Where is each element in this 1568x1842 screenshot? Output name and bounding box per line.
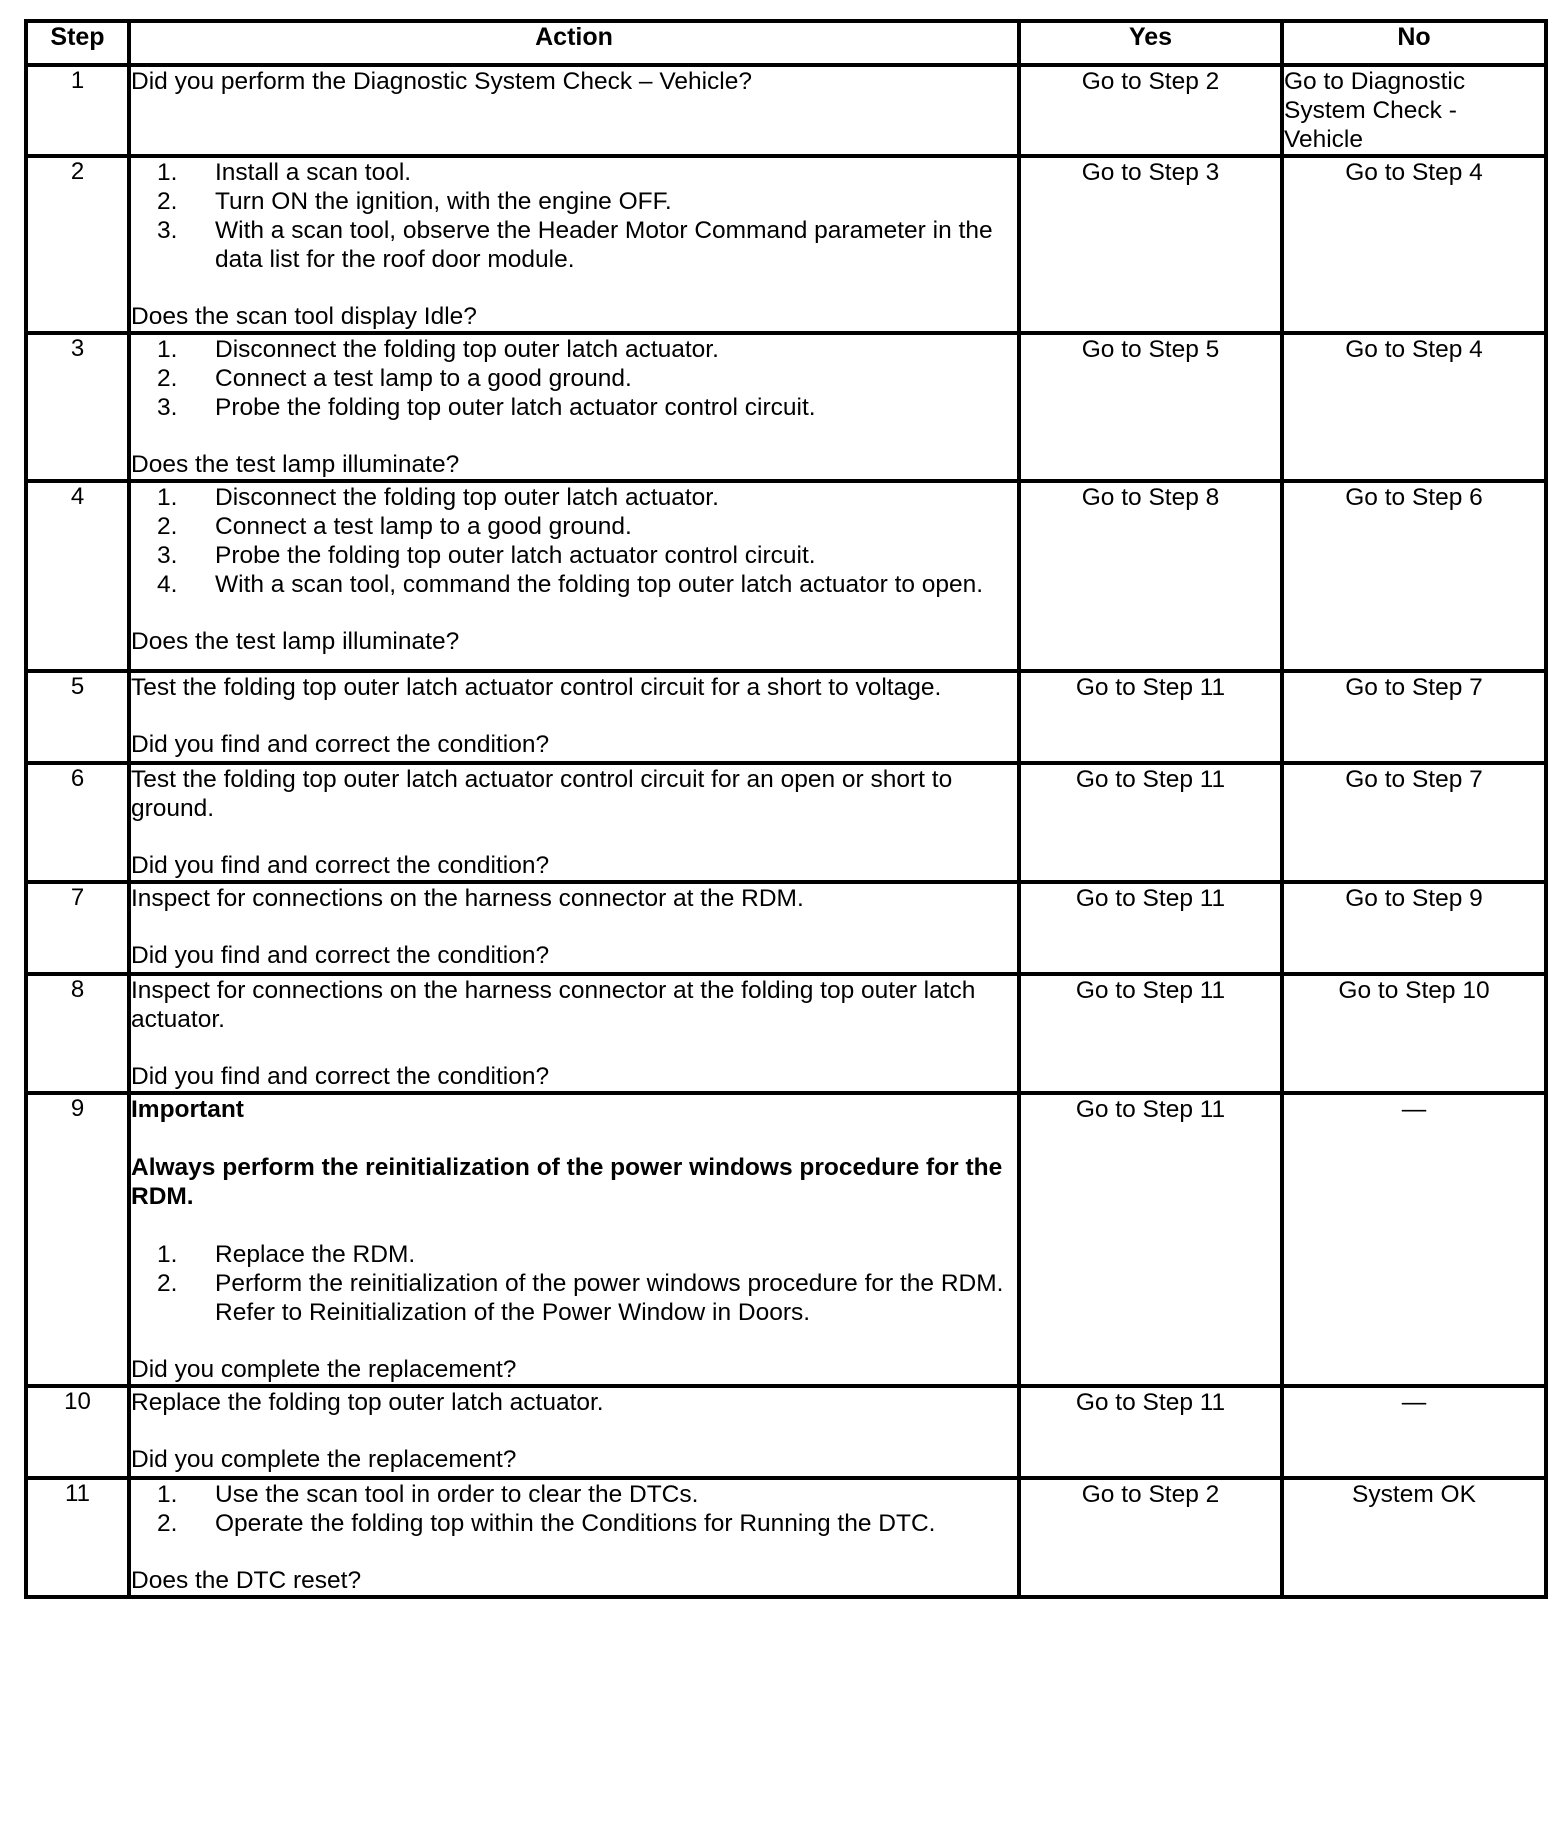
no-result: — [1282,1093,1546,1386]
yes-result: Go to Step 2 [1019,1478,1282,1597]
list-item: 1. Use the scan tool in order to clear the DTCs. [157,1481,699,1508]
table-row [26,156,1546,333]
action-question: Does the test lamp illuminate? [131,628,460,655]
step-number: 7 [26,882,129,974]
table-row [26,671,1546,763]
action-cell [129,763,1019,882]
list-item: 1. Replace the RDM. [157,1241,416,1268]
action-cell [129,974,1019,1093]
list-item: 3. With a scan tool, observe the Header Motor Command parameter in the data list for the roof door module. [157,217,993,273]
no-result: Go to Step 9 [1282,882,1546,974]
header-step: Step [26,21,129,65]
important-text: Always perform the reinitialization of the power windows procedure for the RDM. [131,1154,1003,1210]
action-intro: Inspect for connections on the harness connector at the RDM. [131,885,804,912]
step-number: 8 [26,974,129,1093]
action-question: Did you find and correct the condition? [131,731,550,758]
action-intro: Replace the folding top outer latch actuator. [131,1389,604,1416]
procedure-list [131,1480,1017,1538]
list-item: 2. Connect a test lamp to a good ground. [157,365,632,392]
step-number: 5 [26,671,129,763]
list-item: 1. Install a scan tool. [157,159,412,186]
procedure-list [131,1240,1017,1327]
list-item: 4. With a scan tool, command the folding top outer latch actuator to open. [157,571,984,598]
header-yes: Yes [1019,21,1282,65]
action-question: Did you find and correct the condition? [131,852,550,879]
table-row [26,763,1546,882]
no-result: Go to Diagnostic System Check - Vehicle [1282,65,1546,156]
step-number: 9 [26,1093,129,1386]
table-row [26,333,1546,481]
action-question: Does the DTC reset? [131,1567,362,1594]
table-row [26,481,1546,671]
action-cell [129,1093,1019,1386]
step-number: 2 [26,156,129,333]
no-result: Go to Step 6 [1282,481,1546,671]
action-question: Does the test lamp illuminate? [131,451,460,478]
action-question: Did you find and correct the condition? [131,942,550,969]
action-question: Did you find and correct the condition? [131,1063,550,1090]
no-result: Go to Step 7 [1282,671,1546,763]
action-cell [129,65,1019,156]
no-result: System OK [1282,1478,1546,1597]
action-cell [129,671,1019,763]
action-cell [129,1478,1019,1597]
step-number: 3 [26,333,129,481]
procedure-list [131,335,1017,422]
action-cell [129,1386,1019,1478]
no-result: — [1282,1386,1546,1478]
procedure-list [131,158,1017,274]
table-row [26,1478,1546,1597]
list-item: 2. Turn ON the ignition, with the engine OFF. [157,188,672,215]
step-number: 10 [26,1386,129,1478]
list-item: 3. Probe the folding top outer latch actuator control circuit. [157,542,816,569]
list-item: 2. Connect a test lamp to a good ground. [157,513,632,540]
step-number: 6 [26,763,129,882]
header-action: Action [129,21,1019,65]
table-row [26,1093,1546,1386]
no-result: Go to Step 4 [1282,156,1546,333]
procedure-list [131,483,1017,599]
diagnostic-table [24,19,1548,1599]
action-cell [129,333,1019,481]
action-cell [129,156,1019,333]
action-question: Did you complete the replacement? [131,1446,517,1473]
step-number: 4 [26,481,129,671]
action-intro: Did you perform the Diagnostic System Check – Vehicle? [131,68,752,95]
action-question: Does the scan tool display Idle? [131,303,477,330]
table-row [26,882,1546,974]
no-result: Go to Step 7 [1282,763,1546,882]
yes-result: Go to Step 2 [1019,65,1282,156]
yes-result: Go to Step 11 [1019,882,1282,974]
header-row [26,21,1546,65]
table-row [26,1386,1546,1478]
yes-result: Go to Step 11 [1019,1386,1282,1478]
no-result: Go to Step 4 [1282,333,1546,481]
yes-result: Go to Step 11 [1019,763,1282,882]
yes-result: Go to Step 11 [1019,974,1282,1093]
yes-result: Go to Step 8 [1019,481,1282,671]
list-item: 2. Operate the folding top within the Conditions for Running the DTC. [157,1510,936,1537]
action-intro: Test the folding top outer latch actuator control circuit for an open or short to ground. [131,766,953,822]
action-cell [129,481,1019,671]
yes-result: Go to Step 5 [1019,333,1282,481]
step-number: 11 [26,1478,129,1597]
list-item: 1. Disconnect the folding top outer latch actuator. [157,484,719,511]
list-item: 1. Disconnect the folding top outer latch actuator. [157,336,719,363]
list-item: 3. Probe the folding top outer latch actuator control circuit. [157,394,816,421]
action-intro: Test the folding top outer latch actuator control circuit for a short to voltage. [131,674,942,701]
action-intro: Inspect for connections on the harness connector at the folding top outer latch actuator. [131,977,976,1033]
yes-result: Go to Step 11 [1019,671,1282,763]
list-item: 2. Perform the reinitialization of the power windows procedure for the RDM. Refer to Reinitialization of the Power Window in Doors. [157,1270,1004,1326]
yes-result: Go to Step 11 [1019,1093,1282,1386]
action-question: Did you complete the replacement? [131,1356,517,1383]
action-cell [129,882,1019,974]
no-result: Go to Step 10 [1282,974,1546,1093]
table-row [26,974,1546,1093]
important-title: Important [131,1096,244,1123]
step-number: 1 [26,65,129,156]
table-row [26,65,1546,156]
yes-result: Go to Step 3 [1019,156,1282,333]
header-no: No [1282,21,1546,65]
